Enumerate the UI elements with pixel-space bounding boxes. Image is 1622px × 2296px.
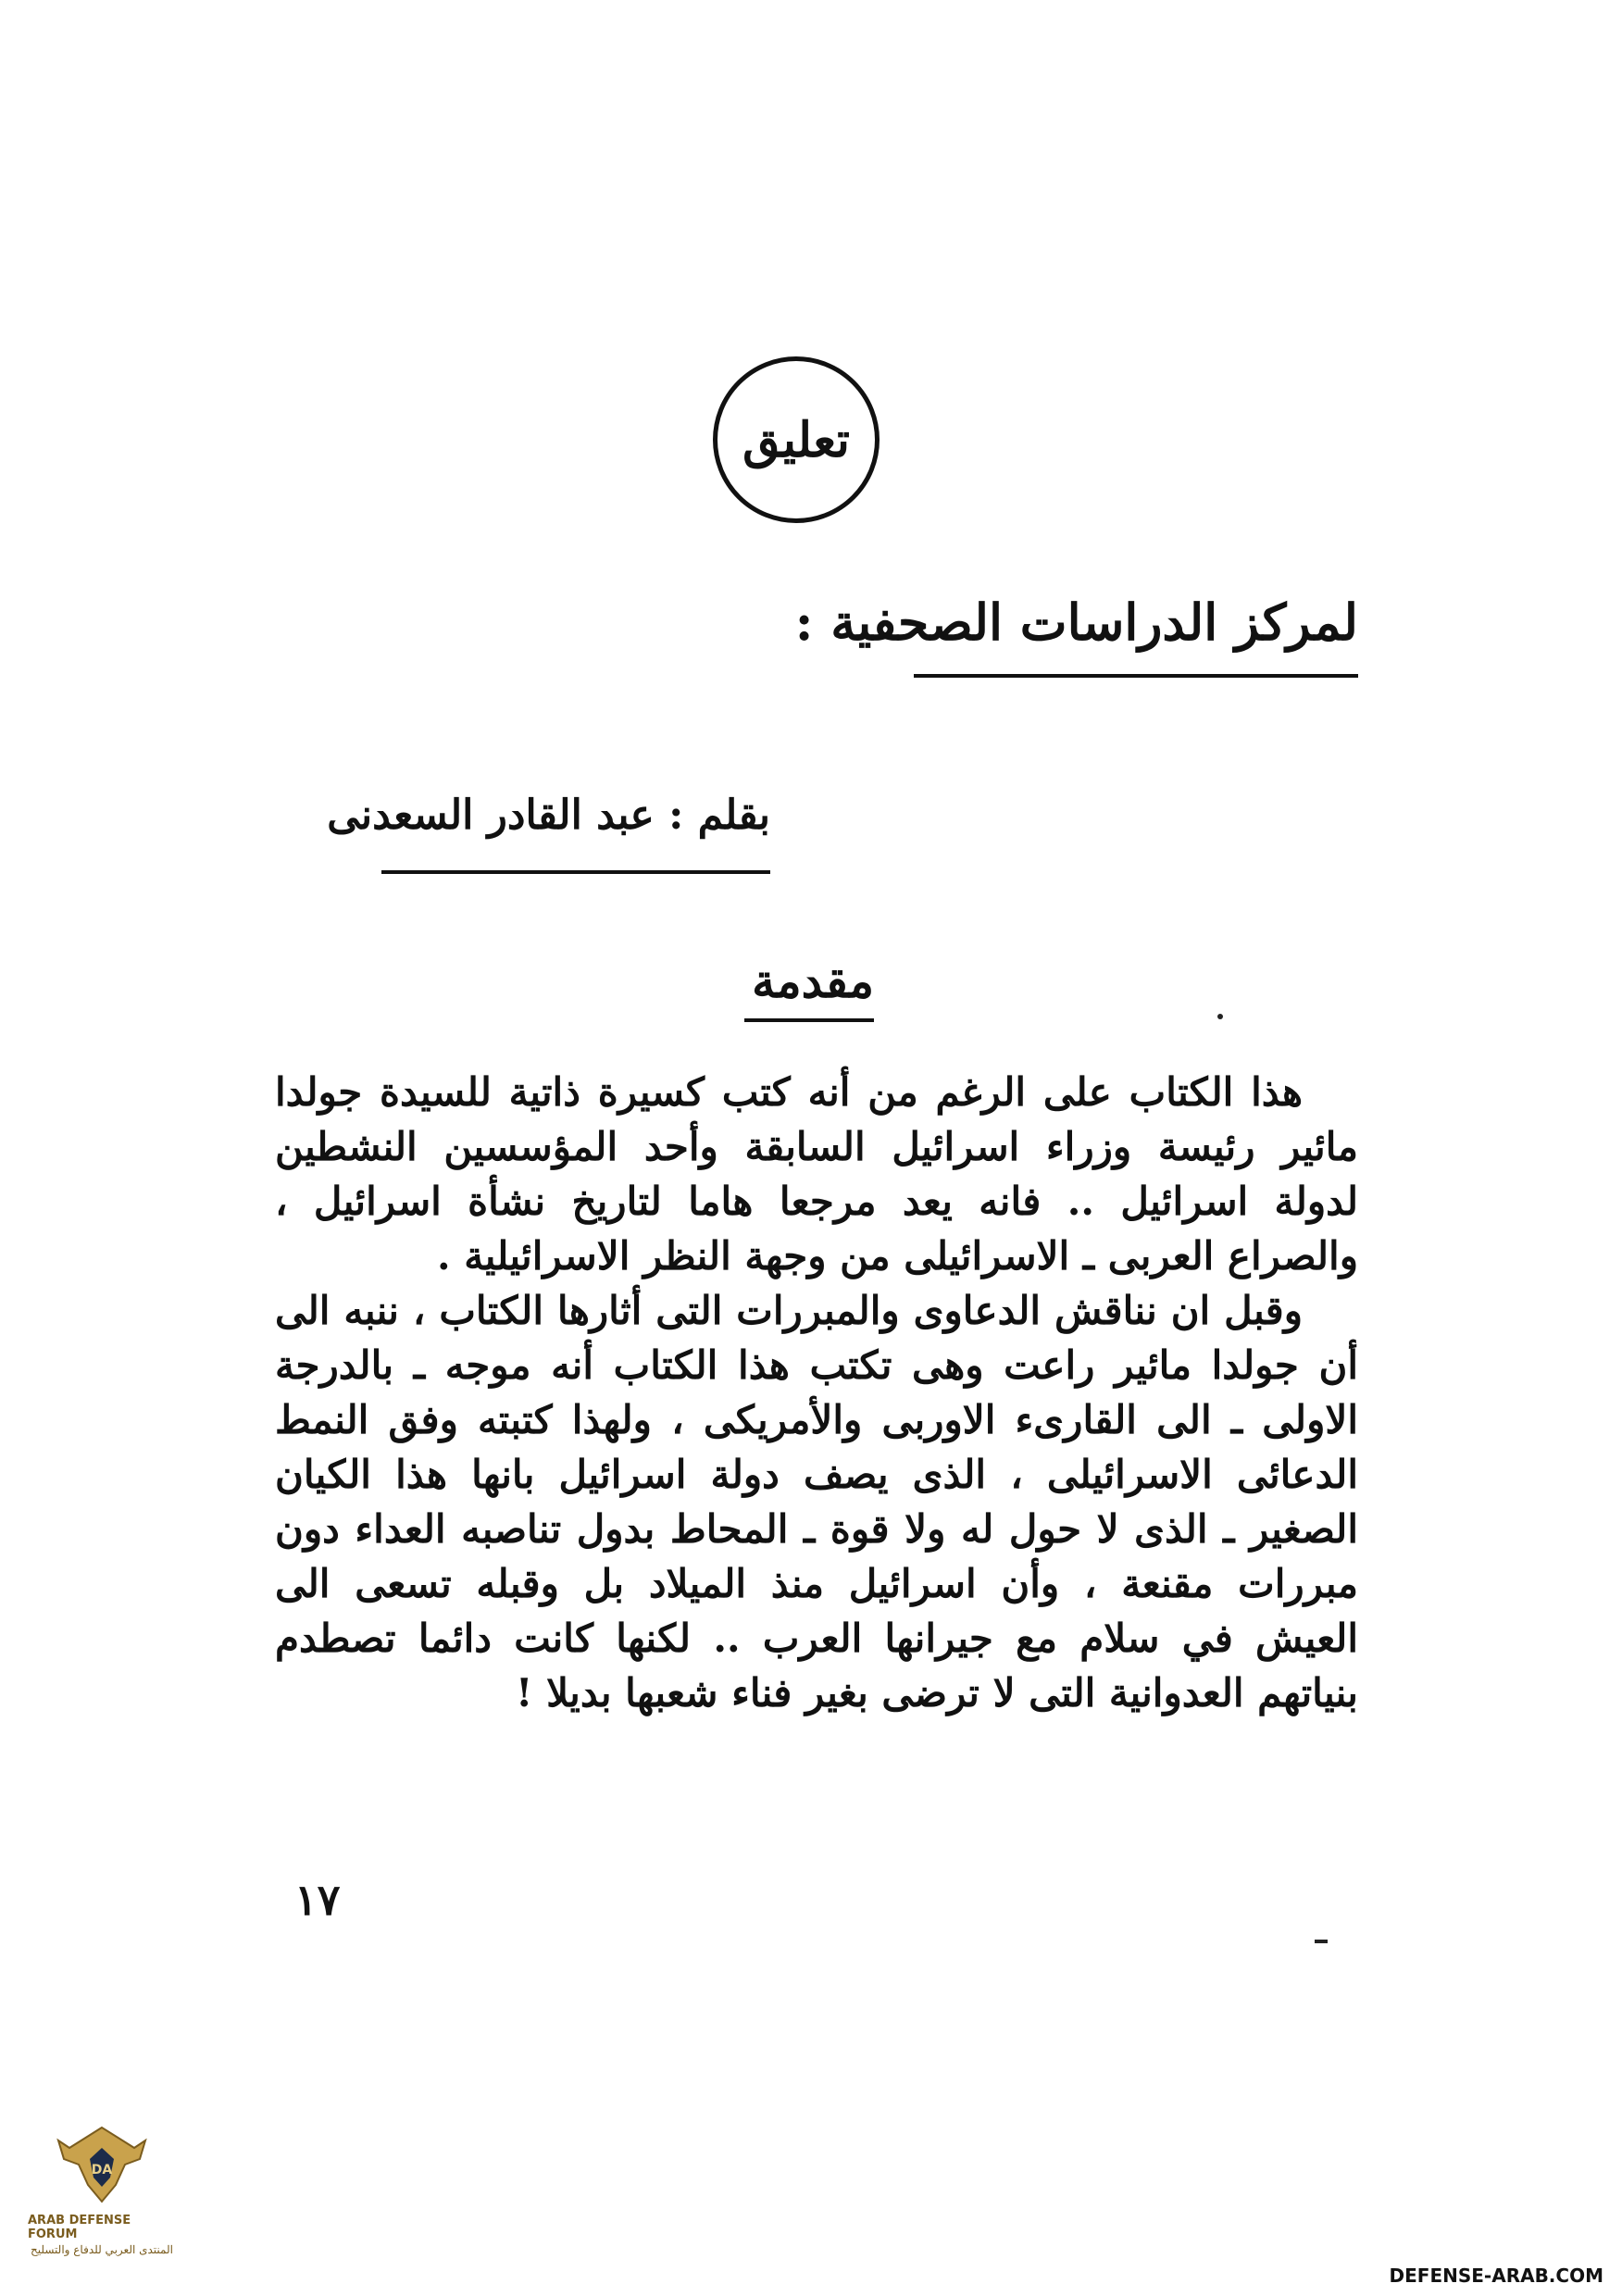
scan-mark [1315,1940,1328,1943]
circle-label: تعليق [742,411,850,468]
page-number: ١٧ [294,1875,341,1925]
scan-speck [1217,1014,1223,1019]
forum-logo [28,2120,176,2287]
logo-mark: DA [91,2163,113,2177]
paragraph-2: وقبل ان نناقش الدعاوى والمبررات التى أثارها الكتاب ، ننبه الى أن جولدا مائير راعت وهى تكتب هذا الكتاب أنه موجه ـ بالدرجة الاولى ـ الى القارىء الاوربى والأمريكى ، ولهذا كتبته وفق النمط الدعائى الاسرائيلى ، الذى يصف دولة اسرائيل بانها هذا الكيان الصغير ـ الذى لا حول له ولا قوة ـ المحاط بدول تناصبه العداء دون مبررات مقنعة ، وأن اسرائيل منذ الميلاد بل وقبله تسعى الى العيش في سلام مع جيرانها العرب .. لكنها كانت دائما تصطدم بنياتهم العدوانية التى لا ترضى بغير فناء شعبها بديلا ! [275,1288,1358,1716]
logo-arabic-text: المنتدى العربي للدفاع والتسليح [31,2243,173,2256]
source-underline [914,674,1358,678]
byline-underline [381,870,770,874]
eagle-shield-icon [51,2120,153,2208]
site-watermark: DEFENSE-ARAB.COM [1389,2265,1603,2287]
section-title: مقدمة [752,954,874,1008]
author-byline: بقلم : عبد القادر السعدنى [327,792,770,839]
section-underline [744,1018,874,1022]
body-text [275,1065,1358,1720]
paragraph-1: هذا الكتاب على الرغم من أنه كتب كسيرة ذاتية للسيدة جولدا مائير رئيسة وزراء اسرائيل السابقة وأحد المؤسسين النشطين لدولة اسرائيل .. فانه يعد مرجعا هاما لتاريخ نشأة اسرائيل ، والصراع العربى ـ الاسرائيلى من وجهة النظر الاسرائيلية . [275,1069,1358,1279]
source-heading: لمركز الدراسات الصحفية : [794,593,1358,652]
logo-english-text: ARAB DEFENSE FORUM [28,2214,131,2241]
comment-circle-badge [713,356,880,523]
